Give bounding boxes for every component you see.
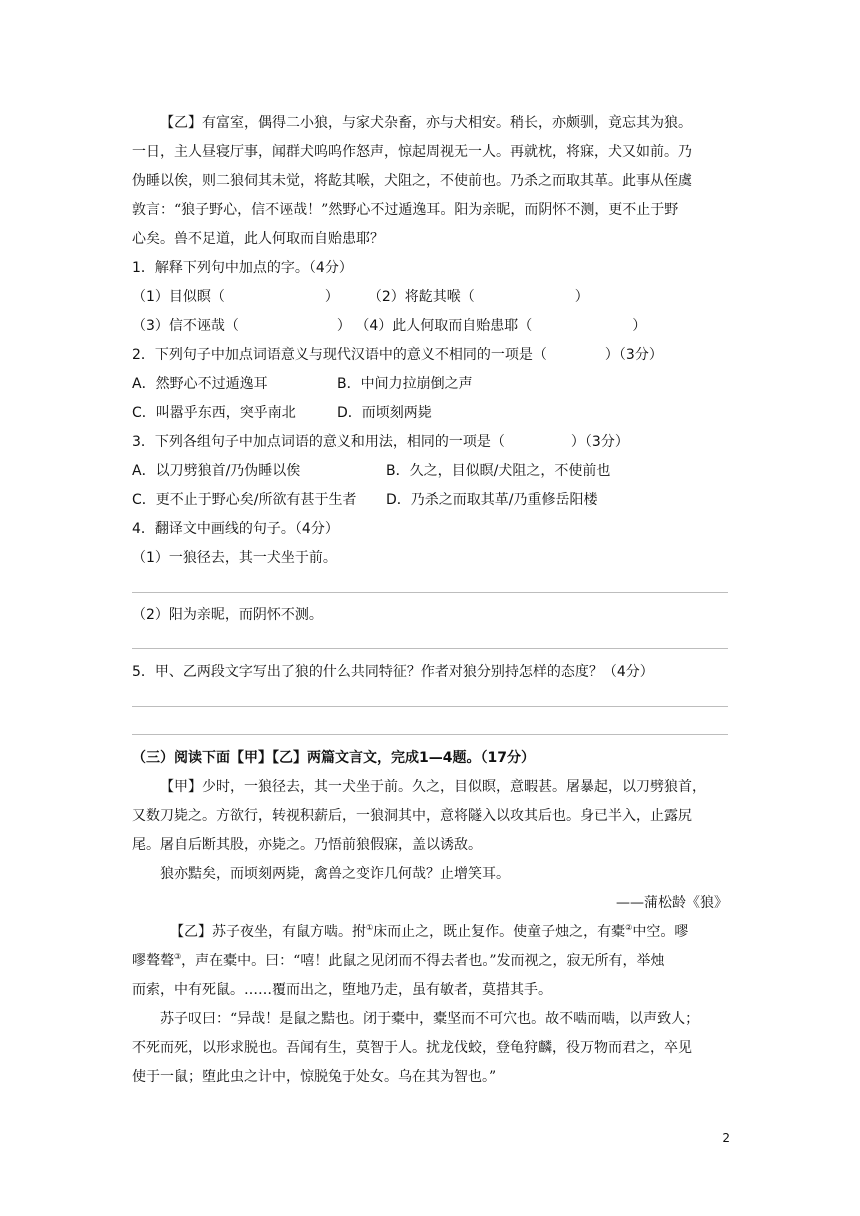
q2-option-c: C．叫嚣乎东西，突乎南北	[132, 405, 296, 421]
question-1-items-row-2: （3）信不诬哉（ ） （4）此人何取而自贻患耶（ ）	[132, 318, 647, 334]
q2-option-b: B．中间力拉崩倒之声	[337, 376, 473, 392]
q1-item-2: （2）将龁其喉（	[367, 289, 475, 305]
q1-item-1: （1）目似瞑（	[132, 289, 225, 305]
question-5: 5．甲、乙两段文字写出了狼的什么共同特征？作者对狼分别持怎样的态度？（4分）	[132, 664, 654, 680]
q2-option-a: A．然野心不过遁逸耳	[132, 376, 268, 392]
yi2-passage-line-4: 苏子叹曰：“异哉！是鼠之黠也。闭于橐中，橐坚而不可穴也。故不啮而啮，以声致人；	[160, 1011, 700, 1027]
question-4: 4．翻译文中画线的句子。（4分）	[132, 521, 339, 537]
jia-passage-line-2: 又数刀毙之。方欲行，转视积薪后，一狼洞其中，意将隧入以攻其后也。身已半入，止露尻	[132, 808, 692, 824]
question-1-items-row-1: （1）目似瞑（ ） （2）将龁其喉（ ）	[132, 289, 589, 305]
question-4-item-2: （2）阳为亲昵，而阴怀不测。	[132, 607, 323, 623]
jia-passage-line-1: 【甲】少时，一狼径去，其一犬坐于前。久之，目似瞑，意暇甚。屠暴起，以刀劈狼首，	[160, 779, 706, 795]
yi-passage-line-4: 敦言：“狼子野心，信不诬哉！”然野心不过遁逸耳。阳为亲昵，而阴怀不测，更不止于野	[132, 202, 679, 218]
section-3-heading: （三）阅读下面【甲】【乙】两篇文言文，完成1—4题。（17分）	[132, 750, 535, 766]
question-2: 2．下列句子中加点词语意义与现代汉语中的意义不相同的一项是（ ）（3分）	[132, 347, 663, 363]
q1-item-3: （3）信不诬哉（	[132, 318, 239, 334]
question-4-item-1: （1）一狼径去，其一犬坐于前。	[132, 550, 337, 566]
yi2-passage-line-3: 而索，中有死鼠。……覆而出之，堕地乃走，虽有敏者，莫措其手。	[132, 982, 552, 998]
answer-line	[132, 706, 728, 707]
footnote-mark-3: ③	[174, 952, 182, 961]
answer-line	[132, 648, 728, 649]
q3-option-a: A．以刀劈狼首/乃伪睡以俟	[132, 463, 301, 479]
q1-item-4: （4）此人何取而自贻患耶（	[355, 318, 533, 334]
footnote-mark-2: ②	[625, 923, 633, 932]
question-1: 1．解释下列句中加点的字。（4分）	[132, 260, 353, 276]
yi2-passage-line-5: 不死而死，以形求脱也。吾闻有生，莫智于人。扰龙伐蛟，登龟狩麟，役万物而君之，卒见	[132, 1040, 692, 1056]
question-3-options-row-2	[132, 490, 598, 510]
footnote-mark-1: ①	[366, 923, 374, 932]
yi-passage-line-2: 一日，主人昼寝厅事，闻群犬呜呜作怒声，惊起周视无一人。再就枕，将寐，犬又如前。乃	[132, 144, 692, 160]
yi2-passage-line-2: 嘐聱聱③，声在橐中。曰：“嘻！此鼠之见闭而不得去者也。”发而视之，寂无所有，举烛	[132, 952, 665, 969]
yi-passage-line-5: 心矣。兽不足道，此人何取而自贻患耶？	[132, 231, 384, 247]
question-3-options-row-1	[132, 461, 610, 481]
jia-byline: ——蒲松龄《狼》	[616, 895, 728, 911]
yi-passage-line-3: 伪睡以俟，则二狼伺其未觉，将龁其喉，犬阻之，不使前也。乃杀之而取其革。此事从侄虞	[132, 173, 692, 189]
jia-passage-line-3: 尾。屠自后断其股，亦毙之。乃悟前狼假寐，盖以诱敌。	[132, 837, 482, 853]
yi2-passage-line-1: 【乙】苏子夜坐，有鼠方啮。拊①床而止之，既止复作。使童子烛之，有橐②中空。嘐	[170, 923, 689, 940]
answer-line	[132, 592, 728, 593]
q3-option-c: C．更不止于野心矣/所欲有甚于生者	[132, 492, 357, 508]
q3-option-b: B．久之，目似瞑/犬阻之，不使前也	[386, 463, 611, 479]
question-2-options-row-2	[132, 403, 432, 423]
q2-option-d: D．而顷刻两毙	[337, 405, 432, 421]
question-3: 3．下列各组句子中加点词语的意义和用法，相同的一项是（ ）（3分）	[132, 434, 629, 450]
yi-passage-line-1: 【乙】有富室，偶得二小狼，与家犬杂畜，亦与犬相安。稍长，亦颇驯，竟忘其为狼。	[160, 115, 692, 131]
yi2-passage-line-6: 使于一鼠；堕此虫之计中，惊脱兔于处女。乌在其为智也。”	[132, 1069, 497, 1085]
answer-line	[132, 734, 728, 735]
q3-option-d: D．乃杀之而取其革/乃重修岳阳楼	[386, 492, 598, 508]
page-number: 2	[722, 1131, 730, 1145]
jia-passage-line-4: 狼亦黠矣，而顷刻两毙，禽兽之变诈几何哉？止增笑耳。	[160, 866, 510, 882]
question-2-options-row-1	[132, 374, 473, 394]
